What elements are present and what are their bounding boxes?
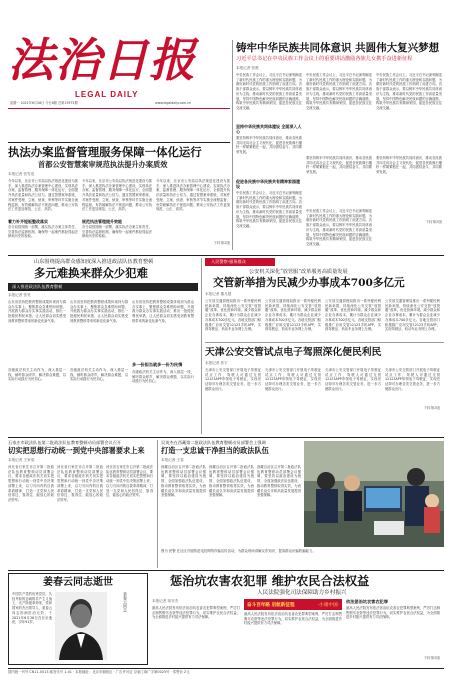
- mid-right-rule: [205, 342, 444, 343]
- mid-left-text-col2: 山东省坚持把教育整顿成果体现到为群众办实事上，聚焦群众急难愁盼问题，开展我为群众办实事实践活动，推出一批便民利民举措，让人民群众切实感受到教育整顿带来的新变化新气象。: [70, 300, 128, 323]
- lower-top-rule: [8, 437, 444, 438]
- col-divider: [232, 40, 233, 250]
- mid-divider: [201, 258, 202, 434]
- lower-left-text-col1: 河北省石家庄市召开第二批政法队伍教育整顿动员部署会议，要求各级政法机关切实把思想和行动统一到党中央决策部署上来，以刀刃向内的自我革命精神，打造一支党和人民信得过、靠得住、能放心的政法铁军。: [8, 465, 54, 502]
- top-right-text-col3: 中央民族工作会议上，习近平总书记深刻阐述了新时代民族工作的重大理论和实践问题，为做好新时代党的民族工作指明了前进方向。各族干部群众表示，要以铸牢中华民族共同体意识为主线，推动新时代党的民族工作高质量发展，坚持中国特色解决民族问题的正确道路，构筑中华民族共有精神家园，促进各民族交往交流交融。: [376, 73, 442, 110]
- lead-continued[interactable]: 下转第2版: [213, 241, 230, 245]
- top-right-article: [236, 42, 444, 252]
- top-right-text-col1b: 要坚持铸牢中华民族共同体意识，推动各民族共同走向社会主义现代化，促进各民族像石榴籽一样紧紧抱在一起，共同团结奋斗、共同繁荣发展。: [236, 136, 302, 155]
- masthead-logo: 法治日报: [8, 33, 196, 87]
- mid-right-text2-col3: 天津市公安交管部门开展电子驾驶证试点工作，驾驶人可通过交管12123APP申领电子驾驶证，实现亮证即可办理各类交管业务，进一步方便群众出行。: [325, 368, 381, 391]
- mid-right-text-col3: 公安部交通管理局推出一系列便民利民新举措，持续深化公安交管“放管服”改革，优化营商环境，减少群众和企业办事成本，累计为群众企业减少办事成本700多亿元。各地交管部门积极推广应用交管12123手机APP，实现驾驶证、机动车业务网上办理。: [325, 299, 381, 332]
- lower-mid-text-col2: 西藏自治区召开第二批政法队伍教育整顿动员部署会议强调，要坚持以政治建设为统领，全面加强政法队伍建设，推动教育整顿取得实效，为西藏长治久安和高质量发展提供坚强保障。: [209, 465, 254, 498]
- mid-right-byline2: 本报记者 张宇: [205, 361, 228, 365]
- masthead: [0, 0, 230, 125]
- lead-text-col1: 今年以来，北京市公安局以执法规范化建设为抓手，深入推进执法办案管理中心建设，实现执法办案、监督管理、服务保障一体化运行，全面提升执法质量和执法公信力。通过智慧案审系统，对案件受理、立案、侦查、审核等环节实施全流程监督，有效破解执法不规范问题，推动公安执法工作更加规范、公正、高效。: [8, 179, 78, 212]
- lower-left-text-col2: 河北省石家庄市召开第二批政法队伍教育整顿动员部署会议，要求各级政法机关切实把思想和行动统一到党中央决策部署上来，以刀刃向内的自我革命精神，打造一支党和人民信得过、靠得住、能放心的政法铁军。: [57, 465, 103, 502]
- mid-top-rule: [8, 255, 444, 256]
- lower-mid-kicker: 吴英杰在西藏第二批政法队伍教育整顿动员部署会上强调: [161, 440, 266, 445]
- bottom-subhead: 人民法院强化司法保障助力乡村振兴: [257, 590, 347, 596]
- obituary-box: [8, 573, 148, 665]
- footer-info: 国内统一刊号 CN11-0013 邮发代号 1-41 · 本报地址：北京市朝阳区 · 广告许可证 京朝工商广字第0025号 · 零售价 2元: [8, 670, 190, 674]
- lower-divider: [157, 440, 158, 568]
- lower-mid-byline: 本报记者 王春: [161, 458, 184, 462]
- top-right-text-col3b: 要坚持铸牢中华民族共同体意识，推动各民族共同走向社会主义现代化，促进各民族像石榴籽一样紧紧抱在一起，共同团结奋斗、共同繁荣发展。: [376, 156, 442, 175]
- photo-caption: 图为 民警 在社区开展防范电信网络诈骗宣传活动，为群众现场讲解反诈知识，提高群众识骗防骗能力。: [161, 549, 316, 553]
- bottom-byline: 本报记者 蒋安杰: [152, 599, 179, 603]
- masthead-english: LEGAL DAILY: [75, 90, 139, 99]
- footer-rule: [8, 668, 444, 669]
- bottom-text-col1: 最高人民法院发布依法惩治坑农害农犯罪典型案例，严厉打击制售假劣农资等违法犯罪行为，切实维护农民合法权益，为全面推进乡村振兴提供有力司法保障。: [152, 606, 240, 620]
- lower-left-text-col3: 河北省石家庄市召开第二批政法队伍教育整顿动员部署会议，要求各级政法机关切实把思想和行动统一到党中央决策部署上来，以刀刃向内的自我革命精神，打造一支党和人民信得过、靠得住、能放心的政法铁军。: [106, 465, 153, 498]
- masthead-info: 星期一 2021年6月28日 今日8版 总第13975期: [10, 101, 78, 105]
- mid-right-byline: 本报记者 董凡超: [205, 292, 232, 296]
- bottom-text-col2: 最高人民法院发布依法惩治坑农害农犯罪典型案例，严厉打击制售假劣农资等违法犯罪行为，切实维护农民合法权益，为全面推进乡村振兴提供有力司法保障。: [244, 612, 342, 626]
- mid-left-text-col3b: 各级政法机关主动作为，深入基层一线，倾听群众呼声，解决群众难题，以实际行动践行为民初心。: [132, 370, 194, 384]
- lead-text-col3: 今年以来，北京市公安局以执法规范化建设为抓手，深入推进执法办案管理中心建设，实现执法办案、监督管理、服务保障一体化运行，全面提升执法质量和执法公信力。通过智慧案审系统，对案件受理、立案、侦查、审核等环节实施全流程监督，有效破解执法不规范问题，推动公安执法工作更加规范、公正、高效。: [156, 179, 230, 212]
- mid-left-text-col2b: 各级政法机关主动作为，深入基层一线，倾听群众呼声，解决群众难题，以实际行动践行为民初心。: [70, 368, 128, 382]
- lead-byline: 本报记者 张雪泓: [8, 172, 35, 176]
- masthead-rule: [8, 108, 230, 109]
- bottom-banner: [244, 599, 342, 610]
- news-photo-image: [304, 441, 444, 547]
- lower-left-headline[interactable]: 切实把思想行动统一到党中央部署要求上来: [8, 446, 145, 455]
- mid-left-byline: 本报记者 张昊: [8, 293, 31, 297]
- lead-top-rule: [8, 142, 230, 143]
- bottom-continued[interactable]: 下转第2版: [423, 656, 440, 660]
- lower-left-byline: 本报记者 王家梁: [8, 458, 35, 462]
- obituary-portrait-label: 姜春云同志: [123, 592, 128, 612]
- bottom-top-rule: [8, 570, 444, 571]
- mid-right-label-bar: [205, 258, 275, 266]
- bottom-article: [152, 573, 444, 665]
- lower-left-kicker: 石家庄市政法队伍第二批政法队伍教育整顿动员部署会议召开: [8, 440, 122, 445]
- top-right-sub2: 促进各民族中华民族共有精神家园建设: [236, 179, 300, 189]
- mid-right-article: [205, 258, 444, 434]
- mid-right-text2-col2: 天津市公安交管部门开展电子驾驶证试点工作，驾驶人可通过交管12123APP申领电子驾驶证，实现亮证即可办理各类交管业务，进一步方便群众出行。: [265, 368, 321, 391]
- lead-sub2: 规范执法管理提升效能: [82, 219, 122, 224]
- top-right-sub1: 坚持中华民族共同体建设 全面深入人心: [236, 124, 302, 134]
- top-right-subhead: 习近平总书记在中央民族工作会议上的重要讲话激励各族儿女携手奋进新征程: [236, 56, 413, 62]
- obituary-portrait: [55, 592, 107, 660]
- mid-left-box-title: 多一份担当就多一份为民情: [132, 362, 183, 367]
- lower-left-article: [8, 440, 154, 568]
- mid-right-kicker: 公安机关深化“放管服”改革服务高质量发展: [249, 269, 348, 275]
- top-right-text-col2c: 中央民族工作会议上，习近平总书记深刻阐述了新时代民族工作的重大理论和实践问题，为做好新时代党的民族工作指明了前进方向。各族干部群众表示，要以铸牢中华民族共同体意识为主线，推动新时代党的民族工作高质量发展，坚持中国特色解决民族问题的正确道路，构筑中华民族共有精神家园，促进各民族交往交流交融。: [306, 209, 372, 246]
- lead-text-col2: 今年以来，北京市公安局以执法规范化建设为抓手，深入推进执法办案管理中心建设，实现执法办案、监督管理、服务保障一体化运行，全面提升执法质量和执法公信力。通过智慧案审系统，对案件受理、立案、侦查、审核等环节实施全流程监督，有效破解执法不规范问题，推动公安执法工作更加规范、公正、高效。: [82, 179, 152, 212]
- mid-left-article: [8, 258, 198, 434]
- mid-right-text2-col4: 天津市公安交管部门开展电子驾驶证试点工作，驾驶人可通过交管12123APP申领电子驾驶证，实现亮证即可办理各类交管业务，进一步方便群众出行。: [385, 368, 440, 391]
- mid-right-label: 人民警察·服务群众: [211, 259, 246, 264]
- mid-left-section-bar: [8, 283, 198, 291]
- lead-text-col2b: 各分局按照统一部署，落实执法办案主体责任，完善执法监督机制，确保每一起案件都经得起法律和历史的检验。: [82, 225, 152, 239]
- mid-left-section-label: 深入推进政法队伍教育整顿: [12, 284, 63, 289]
- mid-left-text-col1b: 各级政法机关主动作为，深入基层一线，倾听群众呼声，解决群众难题，以实际行动践行为民初心。: [8, 368, 66, 382]
- lower-mid-text-col1: 西藏自治区召开第二批政法队伍教育整顿动员部署会议强调，要坚持以政治建设为统领，全面加强政法队伍建设，推动教育整顿取得实效，为西藏长治久安和高质量发展提供坚强保障。: [161, 465, 206, 498]
- lead-text-col1b: 各分局按照统一部署，落实执法办案主体责任，完善执法监督机制，确保每一起案件都经得起法律和历史的检验。: [8, 225, 78, 239]
- news-photo[interactable]: [304, 441, 444, 547]
- lead-sub1: 着力补齐短板整改落实: [8, 219, 48, 224]
- mid-right-text-col4: 公安部交通管理局推出一系列便民利民新举措，持续深化公安交管“放管服”改革，优化营商环境，减少群众和企业办事成本，累计为群众企业减少办事成本700多亿元。各地交管部门积极推广应用交管12123手机APP，实现驾驶证、机动车业务网上办理。: [385, 299, 440, 332]
- top-right-text-col1c: 中央民族工作会议上，习近平总书记深刻阐述了新时代民族工作的重大理论和实践问题，为做好新时代党的民族工作指明了前进方向。各族干部群众表示，要以铸牢中华民族共同体意识为主线，推动新时代党的民族工作高质量发展，坚持中国特色解决民族问题的正确道路，构筑中华民族共有精神家园，促进各民族交往交流交融。: [236, 191, 302, 228]
- mid-left-text-col1: 山东省坚持把教育整顿成果体现到为群众办实事上，聚焦群众急难愁盼问题，开展我为群众办实事实践活动，推出一批便民利民举措，让人民群众切实感受到教育整顿带来的新变化新气象。: [8, 300, 66, 323]
- bottom-headline[interactable]: 惩治坑农害农犯罪 维护农民合法权益: [170, 574, 370, 588]
- mid-left-kicker: 山东围绕提高群众感知度深入推进政法队伍教育整顿: [34, 259, 154, 265]
- top-right-text-col2: 中央民族工作会议上，习近平总书记深刻阐述了新时代民族工作的重大理论和实践问题，为做好新时代党的民族工作指明了前进方向。各族干部群众表示，要以铸牢中华民族共同体意识为主线，推动新时代党的民族工作高质量发展，坚持中国特色解决民族问题的正确道路，构筑中华民族共有精神家园，促进各民族交往交流交融。: [306, 73, 372, 110]
- mid-right-text2-col1: 天津市公安交管部门开展电子驾驶证试点工作，驾驶人可通过交管12123APP申领电子驾驶证，实现亮证即可办理各类交管业务，进一步方便群众出行。: [205, 368, 261, 391]
- top-right-text-col2b: 要坚持铸牢中华民族共同体意识，推动各民族共同走向社会主义现代化，促进各民族像石榴籽一样紧紧抱在一起，共同团结奋斗、共同繁荣发展。: [306, 156, 372, 175]
- obituary-headline[interactable]: 姜春云同志逝世: [43, 577, 113, 588]
- masthead-website[interactable]: www.legaldaily.com.cn: [155, 101, 192, 105]
- mid-left-headline[interactable]: 多元难换来群众少犯难: [34, 266, 148, 280]
- lower-mid-text-col3: 西藏自治区召开第二批政法队伍教育整顿动员部署会议强调，要坚持以政治建设为统领，全面加强政法队伍建设，推动教育整顿取得实效，为西藏长治久安和高质量发展提供坚强保障。: [257, 465, 301, 498]
- lead-subhead: 首都公安智慧案审规范执法提升办案质效: [38, 160, 168, 169]
- lead-headline[interactable]: 执法办案监督管理服务保障一体化运行: [8, 145, 202, 159]
- top-right-continued[interactable]: 下转第2版: [425, 220, 442, 224]
- lower-mid-headline[interactable]: 打造一支忠诚干净担当的政法队伍: [161, 446, 269, 455]
- bottom-sub1: 依法惩治坑农害农犯罪: [346, 599, 388, 604]
- top-right-byline: 本报记者 张维: [236, 66, 259, 70]
- lead-article: [8, 145, 230, 253]
- bottom-text-col3: 最高人民法院发布依法惩治坑农害农犯罪典型案例，严厉打击制售假劣农资等违法犯罪行为，切实维护农民合法权益，为全面推进乡村振兴提供有力司法保障。: [346, 606, 440, 620]
- bottom-banner-text2: ·小康中国·: [317, 602, 339, 608]
- mid-right-text-col2: 公安部交通管理局推出一系列便民利民新举措，持续深化公安交管“放管服”改革，优化营商环境，减少群众和企业办事成本，累计为群众企业减少办事成本700多亿元。各地交管部门积极推广应用交管12123手机APP，实现驾驶证、机动车业务网上办理。: [265, 299, 321, 332]
- top-right-headline[interactable]: 铸牢中华民族共同体意识 共圆伟大复兴梦想: [236, 42, 440, 54]
- mid-right-sub-headline[interactable]: 天津公安交管试点电子驾照深化便民利民: [205, 347, 382, 358]
- top-right-text-col1: 中央民族工作会议上，习近平总书记深刻阐述了新时代民族工作的重大理论和实践问题，为做好新时代党的民族工作指明了前进方向。各族干部群众表示，要以铸牢中华民族共同体意识为主线，推动新时代党的民族工作高质量发展，坚持中国特色解决民族问题的正确道路，构筑中华民族共有精神家园，促进各民族交往交流交融。: [236, 73, 302, 110]
- mid-right-headline[interactable]: 交管新举措为民减少办事成本700多亿元: [213, 277, 405, 289]
- obituary-text: 中国共产党的优秀党员，久经考验的忠诚的共产主义战士，无产阶级革命家，党和国家的杰出领导人，姜春云同志因病医治无效，于2021年6月28日在北京逝世，享年91岁。: [12, 592, 52, 625]
- portrait-image: [55, 592, 107, 660]
- mid-right-text-col1: 公安部交通管理局推出一系列便民利民新举措，持续深化公安交管“放管服”改革，优化营商环境，减少群众和企业办事成本，累计为群众企业减少办事成本700多亿元。各地交管部门积极推广应用交管12123手机APP，实现驾驶证、机动车业务网上办理。: [205, 299, 261, 332]
- bottom-banner-text: 奋斗百年路 启航新征程: [247, 602, 295, 608]
- mid-right-continued[interactable]: 下转第2版: [423, 406, 440, 410]
- mid-left-text-col3: 山东省坚持把教育整顿成果体现到为群众办实事上，聚焦群众急难愁盼问题，开展我为群众办实事实践活动，推出一批便民利民举措，让人民群众切实感受到教育整顿带来的新变化新气象。: [132, 300, 194, 323]
